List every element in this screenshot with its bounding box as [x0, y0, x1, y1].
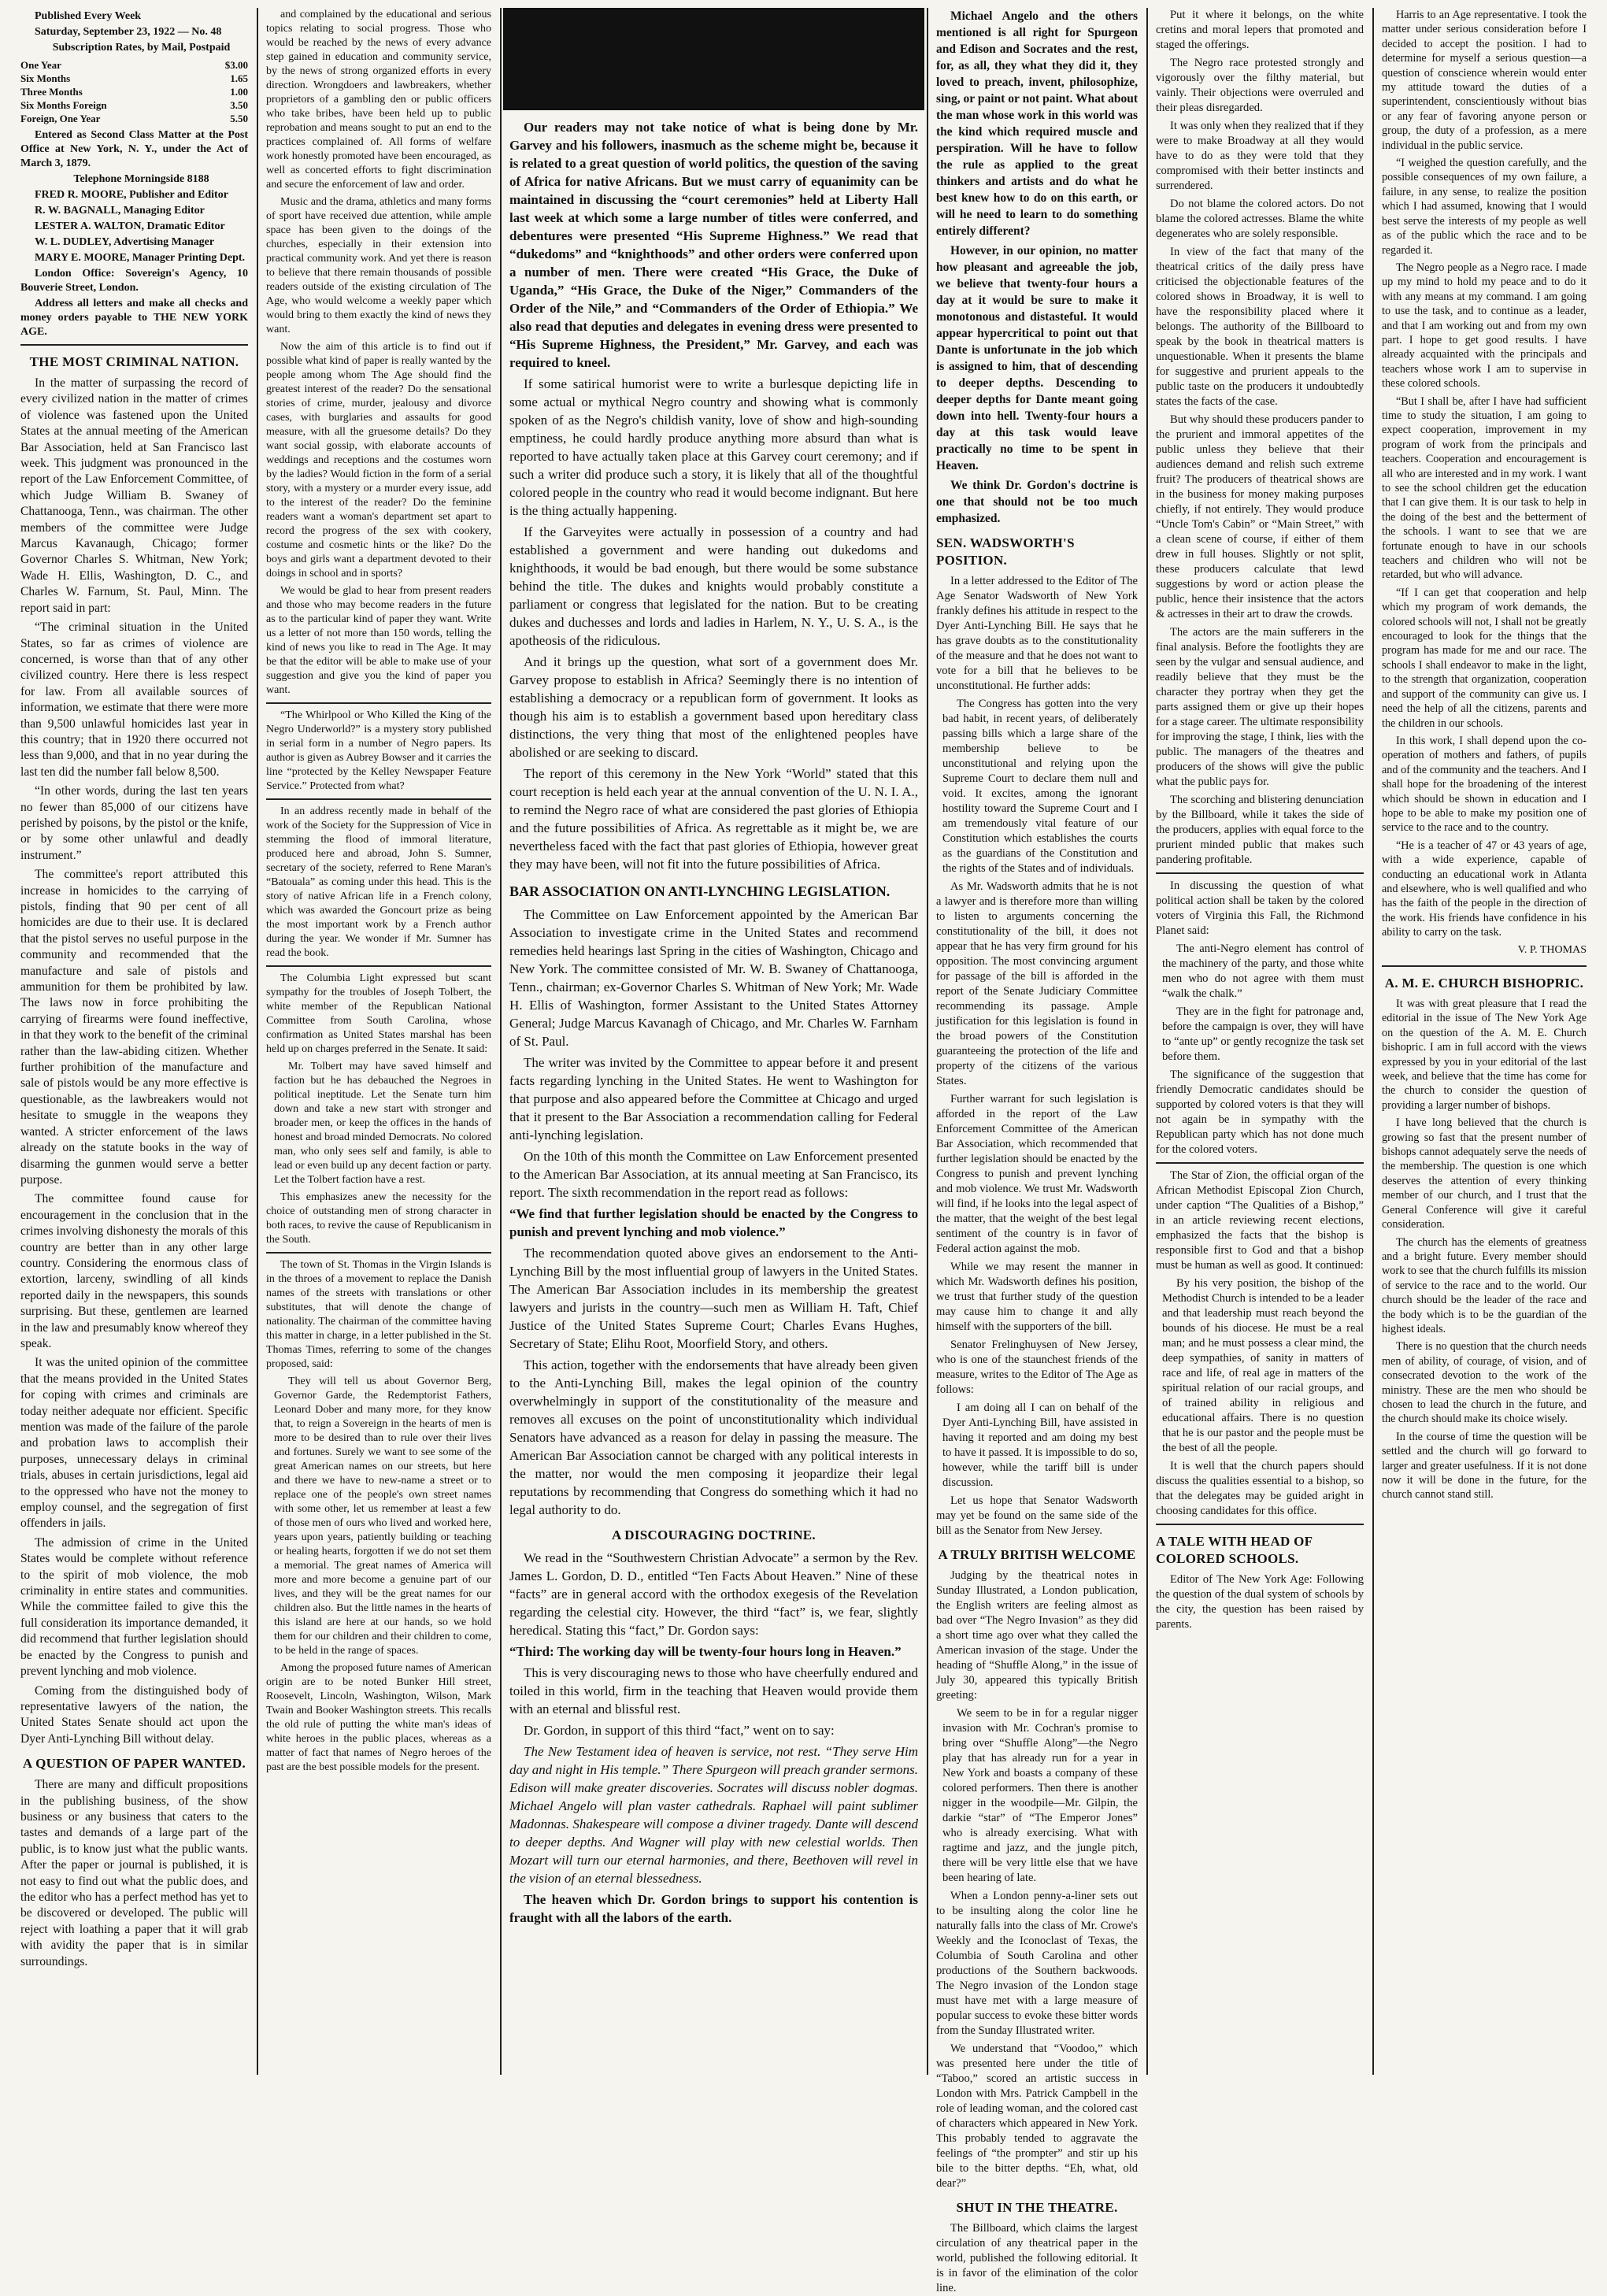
- paragraph: The heaven which Dr. Gordon brings to support his contention is fraught with all the labors of the earth.: [509, 1892, 918, 1925]
- paragraph: The Columbia Light expressed but scant sympathy for the troubles of Joseph Tolbert, the white member of the Republican National Committee from South Carolina, whose confirmation as United States marshal has been held up on charges preferred in the Senate. It said:: [266, 972, 491, 1055]
- paragraph: Now the aim of this article is to find out if possible what kind of paper is really wanted by the people among whom The Age should find the greatest interest of the reader? Do the sensational stories of crime, murder, jealousy and divorce cases, with burglaries and assaults for good measure, with all the gruesome details? Do they want social gossip, with elaborate accounts of weddings and receptions and the costumes worn by the ladies? Would fiction in the form of a serial story, with a mystery or a murder every issue, add to the interest of the reader? Do the feminine readers want a woman's department set apart to record the progress of the sex with cookery, costume and cosmetic hints or the like? Do the boys and girls want a department devoted to their doings in school and in sports?: [266, 341, 491, 580]
- rate-row: [20, 85, 248, 98]
- divider: [1156, 872, 1364, 874]
- paragraph: “But I shall be, after I have had sufficient time to study the situation, I am going to expect cooperation, improvement in my program of work from the principals and teachers. Cooperation and encouragement is all who are interested and in my work. I want to see the school children get the education that I can give them. It is our task to help in the doing of the best and the betterment of the schools. I want to see that we are fortunate enough to have in our schools teachers and children who will not be retarded, but who will advance.: [1382, 394, 1587, 582]
- paragraph: The Billboard, which claims the largest circulation of any theatrical paper in the world, published the following editorial. It is in favor of the elimination of the color line.: [936, 2222, 1138, 2294]
- paragraph: We understand that “Voodoo,” which was presented here under the title of “Taboo,” scored an artistic success in London with Mrs. Patrick Campbell in the role of leading woman, and the colored cast of characters which appeared in New York. This probably tended to aggravate the feelings of “the prompter” and stir up his bile to the bitter depths. “Eh, what, old dear?”: [936, 2042, 1138, 2190]
- paragraph: We read in the “Southwestern Christian Advocate” a sermon by the Rev. James L. Gordon, D. D., entitled “Ten Facts About Heaven.” Nine of these “facts” are in general accord with the orthodox exegesis of the Revelation regarding the celestial city. However, the third “fact” is, we fear, slightly heredical. Stating this “fact,” Dr. Gordon says:: [509, 1550, 918, 1638]
- paragraph: They are in the fight for patronage and, before the campaign is over, they will have to “ante up” or gently recognize the task set before them.: [1162, 1005, 1364, 1063]
- paragraph: There is no question that the church needs men of ability, of courage, of vision, and of consecrated devotion to the work of the ministry. These are the men who should be chosen to lead the church in the future, and the church should make its choice wisely.: [1382, 1340, 1587, 1426]
- paragraph: While we may resent the manner in which Mr. Wadsworth defines his position, we trust that further study of the question may cause him to change it and ally himself with the supporters of the bill.: [936, 1261, 1138, 1333]
- signature: V. P. THOMAS: [1517, 943, 1587, 956]
- divider: [266, 965, 491, 967]
- paragraph: In this work, I shall depend upon the co-operation of mothers and fathers, of pupils and of the community and the teachers. And I shall hope for the broadening of the interest which should be shown in education and I hope to be able to make my position one of service to the race and to the country.: [1382, 734, 1587, 835]
- paragraph: Mr. Tolbert may have saved himself and faction but he has debauched the Negroes in political ineptitude. Let the Senate turn him down and take a new start with stronger and broader men, or keep the offices in the hands of honest and broad minded Democrats. No colored man, who only sees self and family, is able to lead or even build up any decent faction or party. Let the Tolbert faction have a rest.: [274, 1061, 491, 1186]
- paragraph: It was the united opinion of the committee that the means provided in the United States for coping with crimes and criminals are today neither adequate nor efficient. Specific mention was made of the failure of the parole and probation laws to accomplish their purposes, unnecessary delays in criminal trials, abuses in certain jurisdictions, legal aid to the oppressed who have not the money to employ counsel, and the segregation of first offenders in jails.: [20, 1356, 248, 1531]
- paragraph: The actors are the main sufferers in the final analysis. Before the footlights they are seen by the vulgar and sensual audience, and readily believe that they must be the character they portray when they get the parts assigned them or give up their hopes for a stage career. The ultimate responsibility for improving the stage, I think, lies with the public. The managers of the theatres and producers of the shows will give the public what the public pays for.: [1156, 626, 1364, 788]
- entry-notice: Entered as Second Class Matter at the Post Office at New York, N. Y., under the Act of March 3, 1879.: [20, 129, 248, 169]
- column-4: [930, 8, 1144, 2294]
- divider: [266, 702, 491, 704]
- paragraph: Harris to an Age representative. I took the matter under serious consideration before I decided to accept the position. I had to determine for myself a serious question—a question of conscience wherein would enter my attitude toward the duties of a superintendent, conscientiously without bias or any fear of favoring anyone person or group, the duty of a profession, as a mere individual in the public service.: [1382, 9, 1587, 152]
- headline-bar-association: BAR ASSOCIATION ON ANTI-LYNCHING LEGISLATION.: [509, 883, 891, 899]
- divider: [20, 344, 248, 346]
- rate-value: 1.65: [230, 72, 248, 84]
- rate-label: Six Months Foreign: [20, 99, 107, 111]
- paragraph: The Congress has gotten into the very bad habit, in recent years, of deliberately passing bills which a large share of the membership believe to be unconstitutional and relying upon the Supreme Court to declare them null and void. It excites, among the ignorant hostility toward the Supreme Court and I am tremendously vital feature of our Constitution which establishes the courts as the guardians of the Constitution and the rights of the States and of individuals.: [942, 698, 1138, 875]
- paragraph: On the 10th of this month the Committee on Law Enforcement presented to the American Bar Association, at its annual meeting at San Francisco, its report. The sixth recommendation in the report read as follows:: [509, 1149, 918, 1200]
- paragraph: The Star of Zion, the official organ of the African Methodist Episcopal Zion Church, under caption “The Qualities of a Bishop,” in an article reviewing recent elections, emphasized the facts that the bishop is responsible first to God and that a bishop must be human as well as good. It continued:: [1156, 1169, 1364, 1272]
- headline-british-welcome: A TRULY BRITISH WELCOME: [938, 1547, 1136, 1562]
- headline-shut-in-theatre: SHUT IN THE THEATRE.: [956, 2200, 1118, 2215]
- headline-most-criminal-nation: THE MOST CRIMINAL NATION.: [29, 354, 239, 369]
- paragraph: Dr. Gordon, in support of this third “fact,” went on to say:: [524, 1723, 835, 1738]
- paragraph: In the course of time the question will be settled and the church will go forward to larger and greater usefulness. If it is not done now it will be done in the future, for the church cannot stand still.: [1382, 1430, 1587, 1502]
- paragraph: The anti-Negro element has control of the machinery of the party, and those white men who do not agree with them must “walk the chalk.”: [1162, 942, 1364, 1000]
- paragraph: and complained by the educational and serious topics relating to social progress. Those who would be reached by the news of every advance step gained in education and community service, by the news of strong organized efforts in every direction. Wrongdoers and lawbreakers, whether proprietors of a gambling den or public officers who take bribes, have been held up to public reprobation and means sought to put an end to the practices complained of. All forms of welfare work honestly promoted have been encouraged, as well as concerted efforts to fight discrimination and secure the enforcement of law and order.: [266, 9, 491, 191]
- paragraph: “If I can get that cooperation and help which my program of work demands, the colored schools will not, I shall not be greatly encouraged to look for the things that the program has made for me and our race. The schools I shall endeavor to make in the light, to the strength that organization, cooperation and support of the community can give us. I need the help of all the citizens, parents and the children in our schools.: [1382, 586, 1587, 730]
- foreign-office: London Office: Sovereign's Agency, 10 Bouverie Street, London.: [20, 268, 248, 294]
- paragraph: Do not blame the colored actors. Do not blame the colored actresses. Blame the white degenerates who are solely responsible.: [1156, 198, 1364, 240]
- paragraph: Let us hope that Senator Wadsworth may yet be found on the same side of the bill as the Senator from New Jersey.: [936, 1494, 1138, 1537]
- headline-wadsworth: SEN. WADSWORTH'S POSITION.: [936, 535, 1075, 568]
- paragraph: The significance of the suggestion that friendly Democratic candidates should be supported by colored voters is that they will not again be in sympathy with the Republican party which has not done much for the colored voters.: [1156, 1068, 1364, 1156]
- paragraph: When a London penny-a-liner sets out to be insulting along the color line he naturally falls into the class of Mr. Crowe's Weekly and the Iconoclast of Texas, the Columbia of South Carolina and other productions of the Southern backwoods. The Negro invasion of the London stage must have met with a large measure of popular success to evoke these bitter words from the Sunday Illustrated writer.: [936, 1890, 1138, 2037]
- masthead-line-1: Saturday, September 23, 1922 — No. 48: [35, 26, 222, 38]
- paragraph: The church has the elements of greatness and a bright future. Every member should work to see that the church fulfills its mission of service to the race and to the world. Our church should be the leader of the race and the body which is to be the guardian of the highest ideals.: [1382, 1235, 1587, 1335]
- masthead: [20, 9, 248, 339]
- paragraph: The recommendation quoted above gives an endorsement to the Anti-Lynching Bill by the most influential group of lawyers in the United States. The American Bar Association includes in its membership the greatest lawyers and jurists in the country—such men as William H. Taft, Chief Justice of the United States Supreme Court; Charles Evans Hughes, Secretary of State; Elihu Root, Moorfield Story, and others.: [509, 1246, 918, 1351]
- paragraph: “I weighed the question carefully, and the possible consequences of my own failure, a failure, in any sense, to realize the position which I had assumed, knowing that I would best serve the interests of my people as well as of the public which the race and to be regarded it.: [1382, 157, 1587, 257]
- staff-2: LESTER A. WALTON, Dramatic Editor: [35, 220, 225, 232]
- paragraph: The admission of crime in the United States would be complete without reference to the spirit of mob violence, the mob criminality in entire states and communities. While the committee failed to give this the full consideration its importance demanded, it did recommend that further legislation should be enacted by the Congress to punish and prevent lynching and mob violence.: [20, 1535, 248, 1679]
- paragraph: There are many and difficult propositions in the publishing business, of the show business or any business that caters to the tastes and demands of a large part of the public, is to know just what the public wants. After the paper or journal is published, it is not easy to find out what the public does, and the editor who has a perfect method has yet to be discovered or developed. The public will reject with loathing a paper that it will grab with avidity the paper that is in similar surroundings.: [20, 1778, 248, 1968]
- paragraph: We would be glad to hear from present readers and those who may become readers in the future as to the particular kind of paper they want. Write us a letter of not more than 150 words, telling the kind of news you like to read in The Age. It may be that the editor will be able to make use of your suggestion and give you the kind of paper you want.: [266, 585, 491, 696]
- column-rule: [927, 8, 928, 2075]
- paragraph: “The criminal situation in the United States, so far as crimes of violence are concerned, is worse than that of any other civilized country. Here there is less respect for law. From all available sources of information, we estimate that there were more than 9,500 unlawful homicides last year in this country; that in 1920 there occurred not less than 9,000, and that in no year during the last ten did the number fall below 8,500.: [20, 620, 248, 779]
- masthead-line-2: Subscription Rates, by Mail, Postpaid: [52, 42, 231, 54]
- paragraph: “He is a teacher of 47 or 43 years of age, with a wide experience, capable of conducting an educational work in Atlanta and elsewhere, who is well qualified and who has the faith of the people in the direction of the work. His friends have confidence in his ability to carry on the task.: [1382, 839, 1587, 939]
- paragraph: “The Whirlpool or Who Killed the King of the Negro Underworld?” is a mystery story published in serial form in a number of Negro papers. Its author is given as Aubrey Bowser and it carries the line “protected by the Kelley Newspaper Feature Service.” Protected from what?: [266, 709, 491, 792]
- paragraph: Put it where it belongs, on the white cretins and moral lepers that promoted and staged the offerings.: [1156, 9, 1364, 51]
- paragraph: Senator Frelinghuysen of New Jersey, who is one of the staunchest friends of the measure, writes to the Editor of The Age as follows:: [936, 1339, 1138, 1396]
- paragraph: The committee found cause for encouragement in the conclusion that in the crimes involving dishonesty the morals of this country are better than in any other large country. Considering the enormous class of extortion, larceny, swindling of all kinds reported daily in the newspapers, this sounds surprising. But these, gentlemen are learned in the law and presumably know whereof they speak.: [20, 1192, 248, 1350]
- paragraph: In an address recently made in behalf of the work of the Society for the Suppression of Vice in stemming the flood of immoral literature, produced here and abroad, John S. Sumner, secretary of the society, referred to Rene Maran's “Batouala” as coming under this head. This is the story of native African life in a French colony, which was awarded the Goncourt prize as being the most important work by a French author during the year. We wonder if Mr. Sumner has read the book.: [266, 805, 491, 959]
- paragraph: We seem to be in for a regular nigger invasion with Mr. Cochran's promise to bring over “Shuffle Along”—the Negro play that has already run for a year in New York and boasts a company of these colored performers. Then there is another nigger in the woodpile—Mr. Gilpin, the darkie “star” of “The Emperor Jones” who is already exercising. What with ragtime and jazz, and the jungle pitch, there will be very little else that we have been hearing of late.: [942, 1707, 1138, 1884]
- paragraph: Michael Angelo and the others mentioned is all right for Spurgeon and Edison and Socrates and the rest, for, as all, they what they did it, they loved to preach, invent, philosophize, sing, or paint or not paint. What about the man whose work in this world was the kind which required muscle and perspiration. Will he have to follow the rule as applied to the great thinkers and artists and do what he best knew how to do on this earth, or will he need to learn to do something entirely different?: [936, 9, 1138, 238]
- headline-ame-bishopric: A. M. E. CHURCH BISHOPRIC.: [1384, 976, 1584, 991]
- headline-discouraging-doctrine: A DISCOURAGING DOCTRINE.: [612, 1528, 816, 1542]
- paragraph: The committee's report attributed this increase in homicides to the carrying of pistols, finding that 90 per cent of all homicides are due to their use. It is declared that the pistol serves no useful purpose in the community and recommended that the manufacture and sale of pistols and ammunition for them be prohibited by law. The laws now in force prohibiting the carrying of firearms were found ineffective, in that they work to the benefit of the criminal rather than the law-abiding citizen. Whether further prohibition of the manufacture and sale of pistols would be any more effective is questionable, as the lawbreakers would not hesitate to smuggle in the weapons they wanted. A stricter enforcement of the laws already on the statute books in the way of disarming the gunmen would serve a better purpose.: [20, 868, 248, 1187]
- rate-row: [20, 72, 248, 85]
- column-rule: [1146, 8, 1148, 2075]
- rate-row: [20, 98, 248, 112]
- column-rule: [500, 8, 502, 2075]
- paragraph: I am doing all I can on behalf of the Dyer Anti-Lynching Bill, have assisted in having it reported and am doing my best to have it passed. It is impossible to do so, however, while the tariff bill is under discussion.: [942, 1402, 1138, 1489]
- masthead-line-0: Published Every Week: [35, 10, 142, 22]
- paragraph: In a letter addressed to the Editor of The Age Senator Wadsworth of New York frankly defines his attitude in respect to the Dyer Anti-Lynching Bill. He says that he has grave doubts as to the constitutionality of the measure and that he does not want to vote for a bill that he believes to be unconstitutional. He further adds:: [936, 575, 1138, 692]
- paragraph: Our readers may not take notice of what is being done by Mr. Garvey and his followers, inasmuch as the scheme might be, because it is related to a great question of world politics, the question of the saving of Africa for native Africans. But we must carry of equanimity can be maintained in discussing the “court ceremonies” held at Liberty Hall last week at which some a large number of titles were conferred, and debentures were presented “His Supreme Highness.” We read that “dukedoms” and “knighthoods” and other orders were conferred upon a number of men. There were created “His Grace, the Duke of Uganda,” “His Grace, the Duke of the Niger,” Commanders of the Order of the Nile,” and “Commanders of the Order of Ethiopia.” We also read that deputies and delegates in evening dress were presented to “His Supreme Highness, the President,” Mr. Garvey, and each was required to kneel.: [509, 120, 918, 370]
- paragraph: This is very discouraging news to those who have cheerfully endured and toiled in this world, firm in the teaching that Heaven would provide them with an eternal and blissful rest.: [509, 1665, 918, 1716]
- quote: “We find that further legislation should be enacted by the Congress to punish and prevent lynching and mob violence.”: [509, 1206, 918, 1239]
- paragraph: Music and the drama, athletics and many forms of sport have received due attention, while ample space has been given to the doings of the churches, especially in their extension into practical community work. And yet there is reason to believe that there remain thousands of possible readers outside of the existing circulation of The Age, who would welcome a weekly paper which would bring to them exactly the kind of news they want.: [266, 196, 491, 335]
- rate-value: 5.50: [230, 113, 248, 124]
- column-rule: [1372, 8, 1374, 2075]
- paragraph: This emphasizes anew the necessity for the choice of outstanding men of strong character in both races, to revive the cause of Republicanism in the South.: [266, 1191, 491, 1246]
- paragraph: This action, together with the endorsements that have already been given to the Anti-Lynching Bill, makes the legal opinion of the country overwhelmingly in support of the constitutionality of the measure and removes all excuses on the point of unconstitutionality which individual Senators have advanced as a reason for delay in passing the measure. The American Bar Association cannot be charged with any political interests in the matter, nor would the men composing it jeopardize their legal reputations by recommending that Congress do something which it had no legal authority to do.: [509, 1357, 918, 1517]
- paragraph: As Mr. Wadsworth admits that he is not a lawyer and is therefore more than willing to listen to arguments concerning the constitutionality of the bill, it does not appear that he has very firm ground for his opposition. The most convincing argument for passage of the bill is afforded in the report of the Senate Judiciary Committee recommending its passage. Ample justification for this legislation is found in the broad powers of the Constitution guaranteeing the protection of the life and property of the citizens of the various States.: [936, 880, 1138, 1087]
- paragraph: I have long believed that the church is growing so fast that the present number of bishops cannot adequately serve the needs of the membership. The question is one which deserves the attention of every thinking member of our church, and I trust that the General Conference will give it careful consideration.: [1382, 1117, 1587, 1231]
- rate-label: One Year: [20, 59, 61, 71]
- column-2: [260, 8, 498, 2071]
- paragraph: The town of St. Thomas in the Virgin Islands is in the throes of a movement to replace the Danish names of the streets with translations or other substitutes, that will denote the change of nationality. The chairman of the committee having this matter in charge, in a letter published in the St. Thomas Times, referring to some of the changes proposed, said:: [266, 1259, 491, 1370]
- paragraph: Judging by the theatrical notes in Sunday Illustrated, a London publication, the English writers are feeling almost as bad over “The Negro Invasion” as they did a short time ago over what they called the American invasion of the stage. Under the heading of “Shuffle Along,” in the issue of July 30, appeared this typically British greeting:: [936, 1569, 1138, 1702]
- rate-value: $3.00: [224, 59, 248, 71]
- divider: [1156, 1162, 1364, 1164]
- paragraph: In the matter of surpassing the record of every civilized nation in the matter of crimes of violence was fastened upon the United States at the annual meeting of the American Bar Association, held at San Francisco last week. This judgment was pronounced in the report of the Law Enforcement Committee, of which Judge William B. Swaney of Chattanooga, Tenn., was chairman. The other members of the committee were Judge Marcus Kavanaugh, Chicago; former Governor Charles S. Whitman, New York; Wade H. Ellis, Washington, D. C., and Charles W. Farnum, St. Paul, Minn. The report said in part:: [20, 376, 248, 615]
- paragraph: The scorching and blistering denunciation by the Billboard, while it takes the side of the producers, applies with equal force to the prurient minded public that makes such pandering profitable.: [1156, 794, 1364, 866]
- rate-label: Foreign, One Year: [20, 113, 101, 124]
- column-1: [14, 8, 254, 2071]
- paragraph: If some satirical humorist were to write a burlesque depicting life in some actual or mythical Negro country and showing what is commonly spoken of as the Negro's childish vanity, love of show and high-sounding emptiness, he could hardly produce anything more absurd than what is reported to have actually taken place at this Garvey court ceremony; and if such a writer did produce such a story, it is likely that all of the thoughtful colored people in the country who read it would become indignant. But here is the thing actually happening.: [509, 376, 918, 518]
- paragraph: It was with great pleasure that I read the editorial in the issue of The New York Age on the question of the A. M. E. Church bishopric. I am in full accord with the views expressed by you in your editorial of the last week, and believe that the time has come for the church to consider the question of providing a larger number of bishops.: [1382, 998, 1587, 1112]
- paragraph: It is well that the church papers should discuss the qualities essential to a bishop, so that the delegates may be guided aright in choosing candidates for this office.: [1156, 1460, 1364, 1517]
- paragraph: We think Dr. Gordon's doctrine is one that should not be too much emphasized.: [936, 479, 1138, 525]
- divider: [266, 798, 491, 800]
- paragraph: However, in our opinion, no matter how pleasant and agreeable the job, we believe that twenty-four hours a day at it would be sure to make it monotonous and distasteful. It would appear hypercritical to point out that Dante is unfortunate in the job which is assigned to him, that of descending to deeper depths. Descending to deeper depths for Dante meant going down into hell. Twenty-four hours a day at this task would leave practically no time to be spent in Heaven.: [936, 244, 1138, 472]
- rate-value: 1.00: [230, 86, 248, 98]
- paragraph: And it brings up the question, what sort of a government does Mr. Garvey propose to establish in Africa? Seemingly there is no intention of establishing a democracy or a republican form of government. It looks as though his aim is to establish a government based upon hereditary class distinctions, the very thing that most of the enlightened peoples have abolished or are seeking to discard.: [509, 654, 918, 760]
- column-5: [1150, 8, 1370, 2071]
- paragraph: In view of the fact that many of the theatrical critics of the daily press have criticised the objectionable features of the colored shows in Broadway, it is well to have the responsibility placed where it belongs. The authority of the Billboard to speak by the book in theatrical matters is unquestionable. When it presents the blame for suggestive and prurient appeals to the public taste on the producers it undoubtedly states the facts of the case.: [1156, 246, 1364, 408]
- masthead-banner-image: [503, 8, 924, 110]
- paragraph: It was only when they realized that if they were to make Broadway at all they would have to do as they were told that they compromised with their better instincts and surrendered.: [1156, 120, 1364, 192]
- paragraph: But why should these producers pander to the prurient and immoral appetites of the public unless they believe that their audiences demand and relish such extreme fruit? The producers of theatrical shows are in the business for money making purposes chiefly, if not entirely. They would produce “Uncle Tom's Cabin” or “Main Street,” with a clean scene of course, if either of them drew in full houses. Slightly or not split, these producers calculate that lewd suggestions by word or action please the public, hence their insistence that the actors & actresses in their art to draw the crowds.: [1156, 413, 1364, 620]
- paragraph: The Negro race protested strongly and vigorously over the filthy material, but vainly. Their objections were overruled and their pleas disregarded.: [1156, 57, 1364, 114]
- headline-paper-wanted: A QUESTION OF PAPER WANTED.: [22, 1756, 246, 1772]
- paragraph: If the Garveyites were actually in possession of a country and had established a government and were handing out dukedoms and knighthoods, it would be bad enough, but there would be some substance behind the title. The dukes and knights would probably constitute a parliament or congress that legislated for the nation. But to be creating dukes and duchesses and lords and ladies in Harlem, N. Y., U. S. A., is the apotheosis of the ridiculous.: [509, 524, 918, 648]
- paragraph: The Negro people as a Negro race. I made up my mind to hold my peace and to do it with any means at my command. I am going to use the task, and to continue as a leader, and that I am working out and from my own part. I hope to get good results. I have already acquainted with the principals and teachers whose work I am to supervise in these colored schools.: [1382, 261, 1587, 391]
- newspaper-page: [14, 8, 1593, 2294]
- divider: [266, 1252, 491, 1254]
- paragraph: Among the proposed future names of American origin are to be noted Bunker Hill street, Roosevelt, Lincoln, Washington, Wilson, Mark Twain and Booker Washington streets. This recalls the old rule of putting the white man's ideas of white heroes in the public places, whereas as a matter of fact that names of Negro heroes of the past are the best possible models for the present.: [266, 1662, 491, 1773]
- address-note: Address all letters and make all checks and money orders payable to THE NEW YORK AGE.: [20, 298, 248, 338]
- paragraph: The writer was invited by the Committee to appear before it and present facts regarding lynching in the United States. He went to Washington for that purpose and also appeared before the Committee at Chicago and urged that it present to the Bar Association a recommendation calling for Federal anti-lynching legislation.: [509, 1055, 918, 1142]
- paragraph: Further warrant for such legislation is afforded in the report of the Law Enforcement Committee of the American Bar Association, which recommended that further legislation should be enacted by the Congress to punish and prevent lynching and mob violence. We trust Mr. Wadsworth will find, if he looks into the legal aspect of the matter, that the weight of the best legal sentiment of the country is in favor of Federal action against the mob.: [936, 1093, 1138, 1255]
- paragraph: “In other words, during the last ten years no fewer than 85,000 of our citizens have perished by poisons, by the pistol or the knife, or by some other unlawful and deadly instrument.”: [20, 784, 248, 862]
- column-6: [1376, 8, 1593, 2071]
- phone-line: Telephone Morningside 8188: [73, 173, 209, 185]
- staff-1: R. W. BAGNALL, Managing Editor: [35, 205, 205, 217]
- paragraph: By his very position, the bishop of the Methodist Church is intended to be a leader and that leadership must reach beyond the bounds of his diocese. He must be a real man; and he must possess a clear mind, the deep sympathies, of sanity in matters of race and life, of real age in matters of the spiritual relation of our racial groups, and of trained ability in religious and educational affairs. There is no question that he is our pastor and the people must be the best of all the people.: [1162, 1277, 1364, 1454]
- rate-row: [20, 112, 248, 125]
- divider: [1382, 965, 1587, 967]
- column-3-editorial: [503, 8, 924, 2071]
- paragraph: Coming from the distinguished body of representative lawyers of the nation, the United States Senate should act upon the Dyer Anti-Lynching Bill without delay.: [20, 1683, 248, 1746]
- paragraph: The report of this ceremony in the New York “World” stated that this court reception is held each year at the annual convention of the U. N. I. A., to remind the Negro race of what are considered the past glories of Ethiopia and the future possibilities of Africa. As regrettable as it might be, we are nevertheless faced with the fact that past glories of Ethiopia, however great they may have been, will not fit into the future possibilities of Africa.: [509, 766, 918, 872]
- paragraph: The Committee on Law Enforcement appointed by the American Bar Association to investigate crime in the United States and recommend remedies held hearings last Spring in the cities of Washington, Chicago and New York. The committee consisted of Mr. W. B. Swaney of Chattanooga, Tenn., chairman; ex-Governor Charles S. Whitman of New York; Mr. Wade H. Ellis of Washington, former Assistant to the United States Attorney General; Judge Marcus Kavanagh of Chicago, and Mr. Charles W. Farnham of St. Paul.: [509, 907, 918, 1049]
- quote-italic: The New Testament idea of heaven is service, not rest. “They serve Him day and night in His temple.” There Spurgeon will preach grander sermons. Edison will make greater discoveries. Socrates will discuss nobler dogmas. Michael Angelo will plan vaster cathedrals. Raphael will paint sublimer Madonnas. Shakespeare will compose a diviner tragedy. Dante will descend to deeper depths. And Wagner will play with new celestial worlds. Then Mozart will turn our eternal harmonies, and there, Beethoven will revel in the vision of an eternal blessedness.: [509, 1744, 918, 1886]
- rates-list: [20, 58, 248, 125]
- staff-3: W. L. DUDLEY, Advertising Manager: [35, 236, 215, 248]
- paragraph: In discussing the question of what political action shall be taken by the colored voters of Virginia this Fall, the Richmond Planet said:: [1156, 880, 1364, 937]
- rate-value: 3.50: [230, 99, 248, 111]
- rate-label: Six Months: [20, 72, 71, 84]
- staff-0: FRED R. MOORE, Publisher and Editor: [35, 189, 228, 201]
- headline-colored-schools: A TALE WITH HEAD OF COLORED SCHOOLS.: [1156, 1534, 1313, 1566]
- divider: [1156, 1524, 1364, 1525]
- rate-label: Three Months: [20, 86, 83, 98]
- quote: “Third: The working day will be twenty-four hours long in Heaven.”: [509, 1644, 902, 1659]
- rate-row: [20, 58, 248, 72]
- staff-4: MARY E. MOORE, Manager Printing Dept.: [35, 252, 246, 264]
- paragraph: Editor of The New York Age: Following the question of the dual system of schools by the city, the question has been raised by parents.: [1156, 1573, 1364, 1631]
- column-rule: [257, 8, 258, 2075]
- paragraph: They will tell us about Governor Berg, Governor Garde, the Redemptorist Fathers, Leonard Dober and many more, for they know that, to reign a Sovereign in the hearts of men is more to be desired than to rule over their lives and fortunes. Surely we want to see some of the great American names on our streets, but here and there we have to new-name a street or to replace one of the people's own street names with some other, let us remember at least a few of those men of ours who lived and worked here, years upon years, patiently building or teaching or healing hearts, forgotten if we do not set them a memorial. The great names of America will more and more become a genuine part of our lives, and they will be the great names for our children also. But the little names in the hearts of this island are here at our hands, so we hold them for our children and their children to come, to be held in the range of spaces.: [274, 1376, 491, 1657]
